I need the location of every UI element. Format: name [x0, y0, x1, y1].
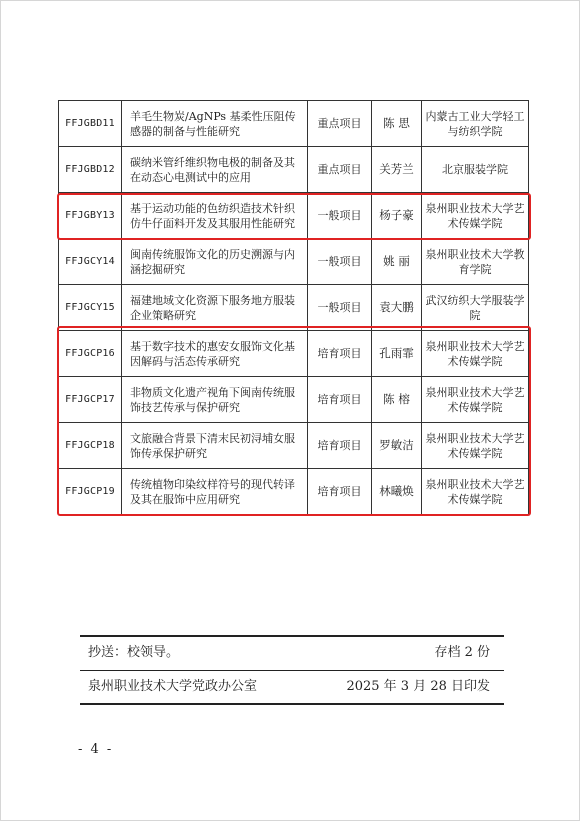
table-row [59, 331, 529, 377]
project-title: 碳纳米管纤维织物电极的制备及其在动态心电测试中的应用 [122, 147, 308, 193]
project-code: FFJGCP18 [59, 423, 122, 469]
issue-date: 2025 年 3 月 28 日印发 [346, 679, 490, 694]
project-code: FFJGBD11 [59, 101, 122, 147]
project-title: 非物质文化遗产视角下闽南传统服饰技艺传承与保护研究 [122, 377, 308, 423]
project-code: FFJGCP16 [59, 331, 122, 377]
project-code: FFJGBD12 [59, 147, 122, 193]
project-title: 基于运动功能的色纺织造技术针织仿牛仔面料开发及其服用性能研究 [122, 193, 308, 239]
cc-text: 抄送：校领导。 [88, 645, 180, 660]
table-row [59, 147, 529, 193]
project-leader: 关芳兰 [372, 147, 422, 193]
issuing-office: 泉州职业技术大学党政办公室 [88, 679, 258, 694]
project-category: 一般项目 [308, 285, 372, 331]
table-row [59, 101, 529, 147]
project-unit: 泉州职业技术大学教育学院 [422, 239, 529, 285]
table-row [59, 193, 529, 239]
project-category: 培育项目 [308, 377, 372, 423]
project-title: 福建地域文化资源下服务地方服装企业策略研究 [122, 285, 308, 331]
project-leader: 陈 思 [372, 101, 422, 147]
project-unit: 泉州职业技术大学艺术传媒学院 [422, 423, 529, 469]
project-leader: 林曦焕 [372, 469, 422, 515]
project-code: FFJGCP19 [59, 469, 122, 515]
project-unit: 泉州职业技术大学艺术传媒学院 [422, 331, 529, 377]
project-table [58, 100, 529, 515]
project-category: 一般项目 [308, 193, 372, 239]
project-category: 培育项目 [308, 331, 372, 377]
project-unit: 泉州职业技术大学艺术传媒学院 [422, 377, 529, 423]
table-row [59, 239, 529, 285]
project-category: 培育项目 [308, 469, 372, 515]
footer-rule [80, 635, 504, 637]
table-row [59, 377, 529, 423]
project-unit: 北京服装学院 [422, 147, 529, 193]
project-category: 重点项目 [308, 101, 372, 147]
project-unit: 泉州职业技术大学艺术传媒学院 [422, 469, 529, 515]
project-category: 重点项目 [308, 147, 372, 193]
project-title: 传统植物印染纹样符号的现代转译及其在服饰中应用研究 [122, 469, 308, 515]
project-code: FFJGCY15 [59, 285, 122, 331]
project-code: FFJGCP17 [59, 377, 122, 423]
project-category: 一般项目 [308, 239, 372, 285]
project-leader: 孔雨霏 [372, 331, 422, 377]
footer-rule [80, 670, 504, 671]
project-unit: 泉州职业技术大学艺术传媒学院 [422, 193, 529, 239]
project-leader: 姚 丽 [372, 239, 422, 285]
project-leader: 陈 榕 [372, 377, 422, 423]
table-row [59, 423, 529, 469]
project-unit: 内蒙古工业大学轻工与纺织学院 [422, 101, 529, 147]
project-title: 闽南传统服饰文化的历史溯源与内涵挖掘研究 [122, 239, 308, 285]
project-leader: 杨子豪 [372, 193, 422, 239]
table-row [59, 469, 529, 515]
footer-rule [80, 703, 504, 705]
project-category: 培育项目 [308, 423, 372, 469]
project-code: FFJGBY13 [59, 193, 122, 239]
page-number: - 4 - [78, 742, 114, 757]
project-leader: 罗敏洁 [372, 423, 422, 469]
project-unit: 武汉纺织大学服装学院 [422, 285, 529, 331]
project-title: 文旅融合背景下清末民初浔埔女服饰传承保护研究 [122, 423, 308, 469]
archive-copies: 存档 2 份 [434, 645, 490, 660]
project-title: 基于数字技术的惠安女服饰文化基因解码与活态传承研究 [122, 331, 308, 377]
table-row [59, 285, 529, 331]
project-code: FFJGCY14 [59, 239, 122, 285]
project-leader: 袁大鹏 [372, 285, 422, 331]
project-title: 羊毛生物炭/AgNPs 基柔性压阻传感器的制备与性能研究 [122, 101, 308, 147]
